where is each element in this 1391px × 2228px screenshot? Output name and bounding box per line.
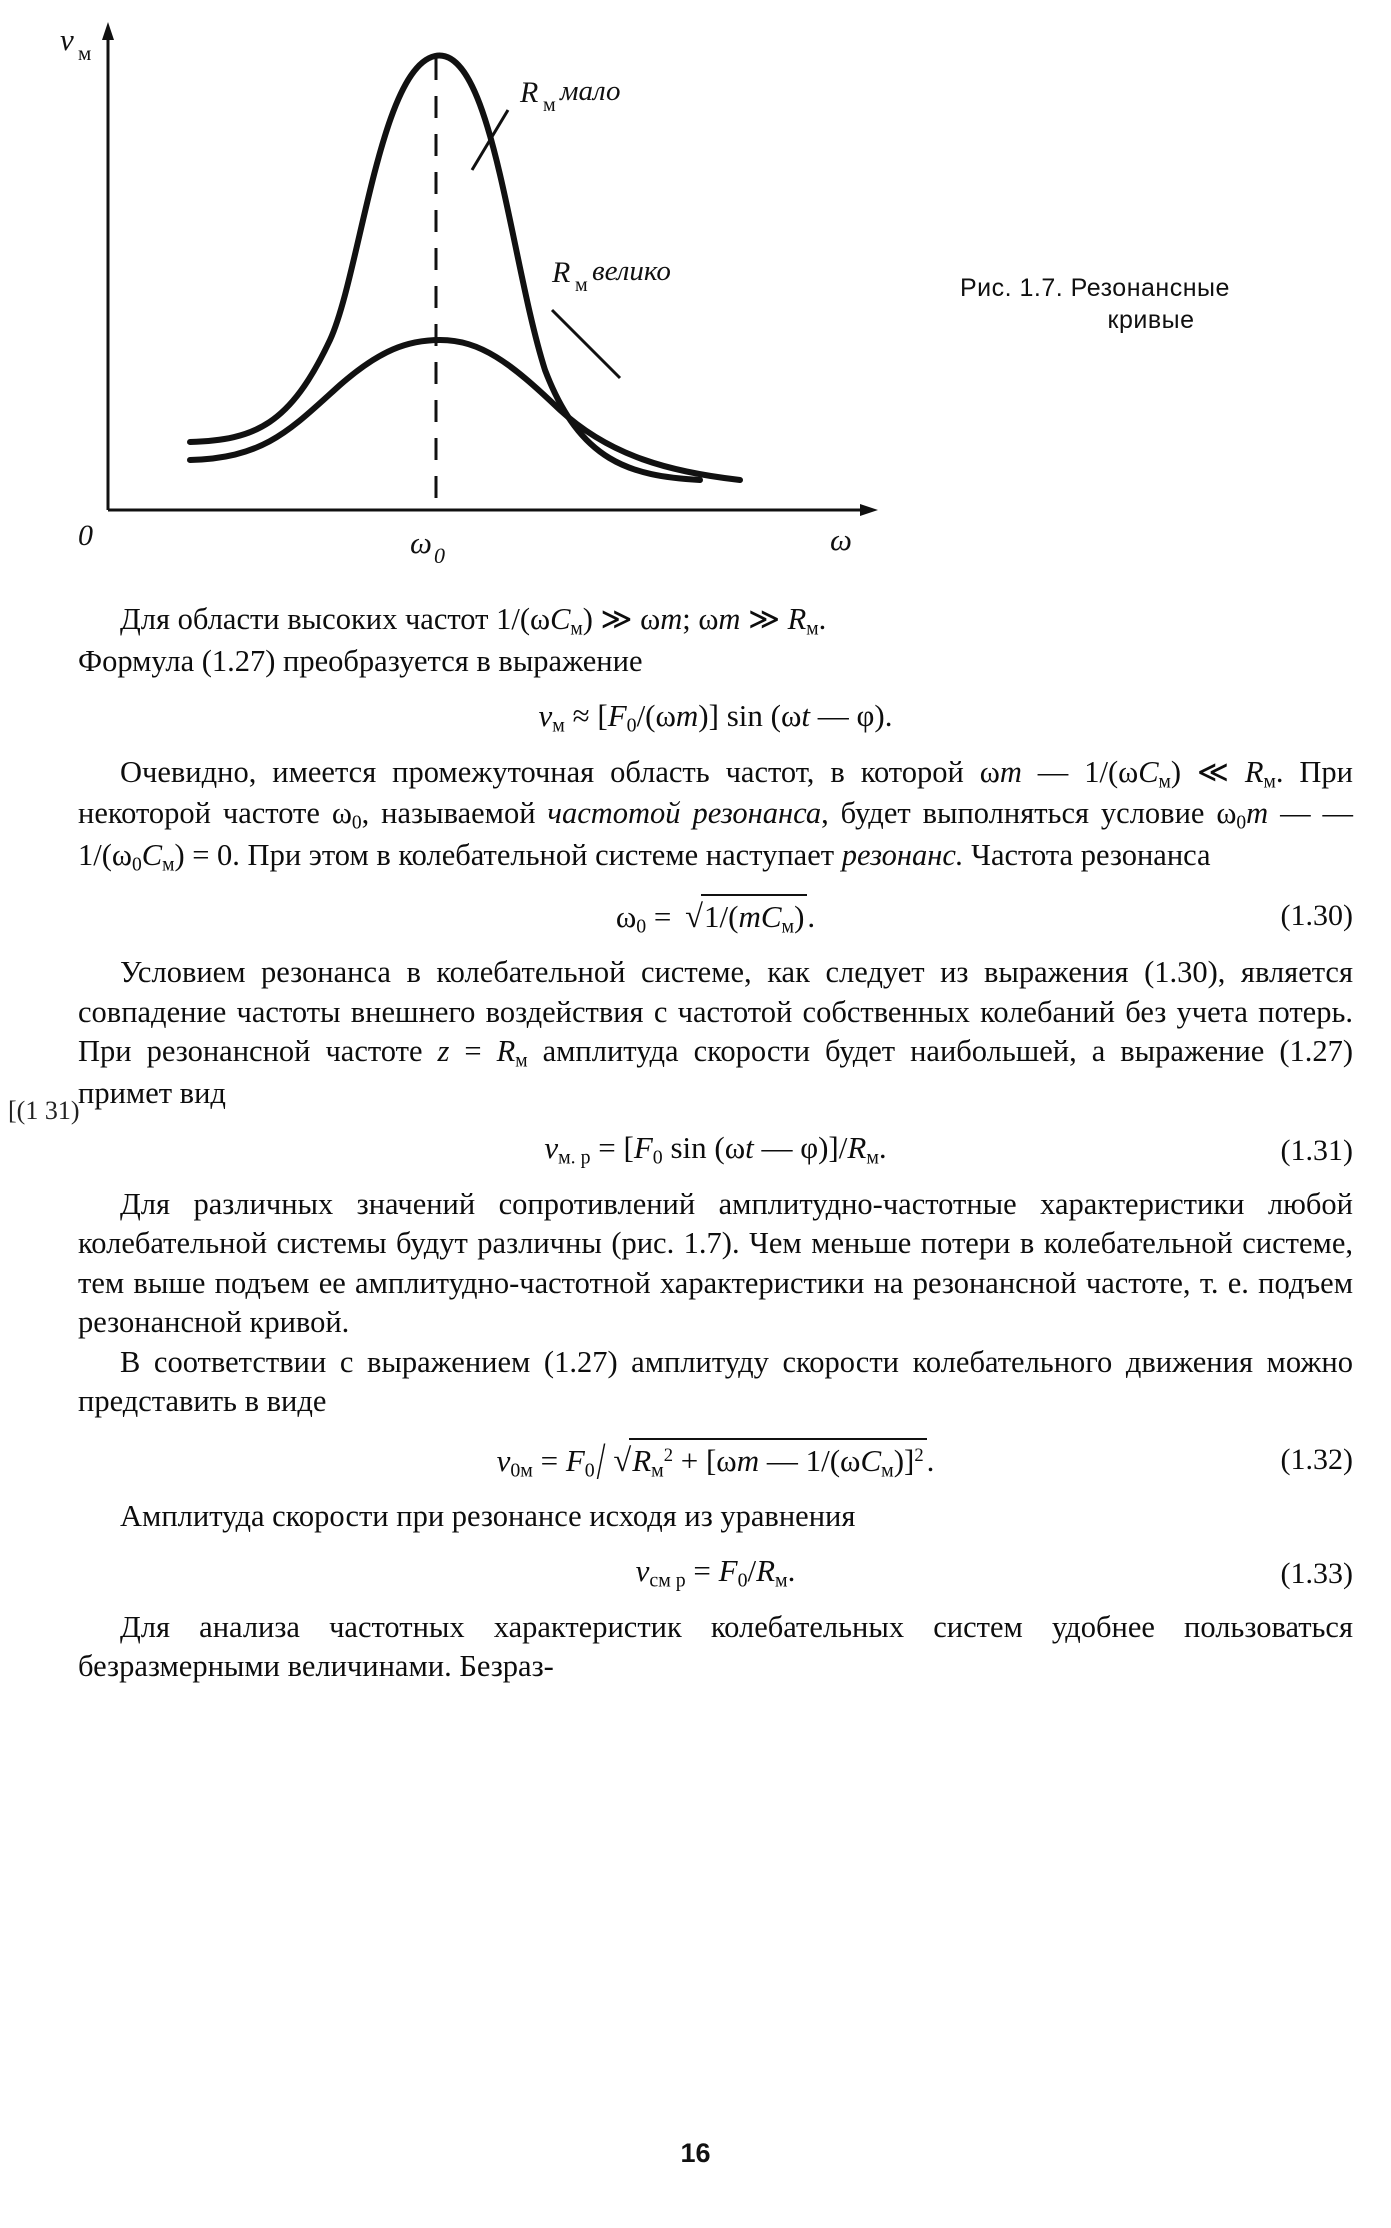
equation-1-31: $v_{м. р} = [F_0$ sin (ωt — $\varphi)]/R_м$. (1.31): [544, 1130, 1353, 1169]
y-axis-arrow: [102, 22, 114, 40]
equation-1-30: $\omega_0 = √1/(mC_м)$. (1.30): [78, 894, 1353, 939]
y-axis-label: v: [60, 22, 74, 57]
page-number: 16: [680, 2138, 711, 2168]
equation-1-30-number: (1.30): [1280, 898, 1353, 932]
figure-caption: [960, 272, 1391, 336]
origin-label: 0: [78, 519, 93, 552]
equation-1-32-number: (1.32): [1280, 1442, 1353, 1476]
svg-text:м: м: [543, 94, 556, 116]
curve-label-low-resistance: R: [520, 76, 539, 109]
curve-label-high-resistance: R: [552, 256, 571, 289]
equation-1-31-number: (1.31): [1280, 1134, 1353, 1168]
figure-caption-line2: кривые: [1107, 306, 1195, 334]
equation-1-33-number: (1.33): [1280, 1557, 1353, 1591]
figure-caption-line1: Рис. 1.7. Резонансные: [960, 274, 1230, 302]
leader-line-high-resistance: [552, 310, 620, 378]
paragraph-high-frequency-region: Для области высоких частот $1/(\omega C_м)$ ≫ ωm; ωm ≫ $R_м$. Формула (1.27) преобразуется в выражение: [78, 602, 827, 678]
svg-text:0: 0: [434, 543, 445, 568]
side-equation-reference: [(1 31): [8, 1096, 80, 1125]
svg-text:мало: мало: [560, 75, 621, 107]
paragraph-dimensionless-values: Для анализа частотных характеристик колебательных систем удобнее пользоваться безразмерными величинами. Безраз-: [78, 1609, 1353, 1684]
resonance-curves-plot: [40, 10, 940, 580]
equation-1-32: $v_{0м} = F_0/$ $√R_м^2 + [\omega m$ — $1/(\omega C_м)]^2$. (1.32): [496, 1430, 1353, 1490]
leader-line-low-resistance: [472, 110, 508, 170]
body-text: [78, 600, 1353, 1687]
equation-1-33: $v_{см р} = F_0/R_м$. (1.33): [635, 1553, 1353, 1592]
svg-text:м: м: [575, 274, 588, 296]
paragraph-velocity-amplitude: В соответствии с выражением (1.27) амплитуду скорости колебательного движения можно представить в виде: [78, 1344, 1353, 1419]
svg-text:м: м: [78, 41, 92, 65]
svg-text:велико: велико: [592, 255, 671, 287]
x-axis-label: ω: [830, 522, 852, 557]
x-axis-arrow: [860, 504, 878, 516]
paragraph-intermediate-region: Очевидно, имеется промежуточная область частот, в которой ωm — $1/(\omega C_м)$ ≪ $R_м$. При некоторой частоте $\omega_0$, называемой частотой резонанса, будет выполняться условие $\omega_0m$ — — $1/(\omega_0C_м) = 0$. При этом в колебательной системе наступает резонанс. Частота резонанса: [78, 754, 1353, 876]
paragraph-amplitude-frequency-characteristics: Для различных значений сопротивлений амплитудно-частотные характеристики любой колебательной системы будут различны (рис. 1.7). Чем меньше потери в колебательной системе, тем выше подъем ее амплитудно-частотной характеристики на резонансной частоте, т. е. подъем резонансной кривой.: [78, 1186, 1353, 1340]
figure-resonance-curves: [40, 10, 1230, 580]
equation-1-28: $v_м \approx [F_0/(\omega m)]$ sin (ωt — φ).: [538, 698, 893, 737]
resonance-tick-label: ω: [410, 525, 432, 560]
curve-high-resistance: [190, 340, 740, 480]
paragraph-resonance-amplitude: Амплитуда скорости при резонансе исходя из уравнения: [120, 1498, 856, 1533]
paragraph-resonance-condition: Условием резонанса в колебательной системе, как следует из выражения (1.30), является совпадение частоты внешнего воздействия с частотой собственных колебаний без учета потерь. При резонансной частоте $z = R_м$ амплитуда скорости будет наибольшей, а выражение (1.27) примет вид: [78, 955, 1354, 1110]
